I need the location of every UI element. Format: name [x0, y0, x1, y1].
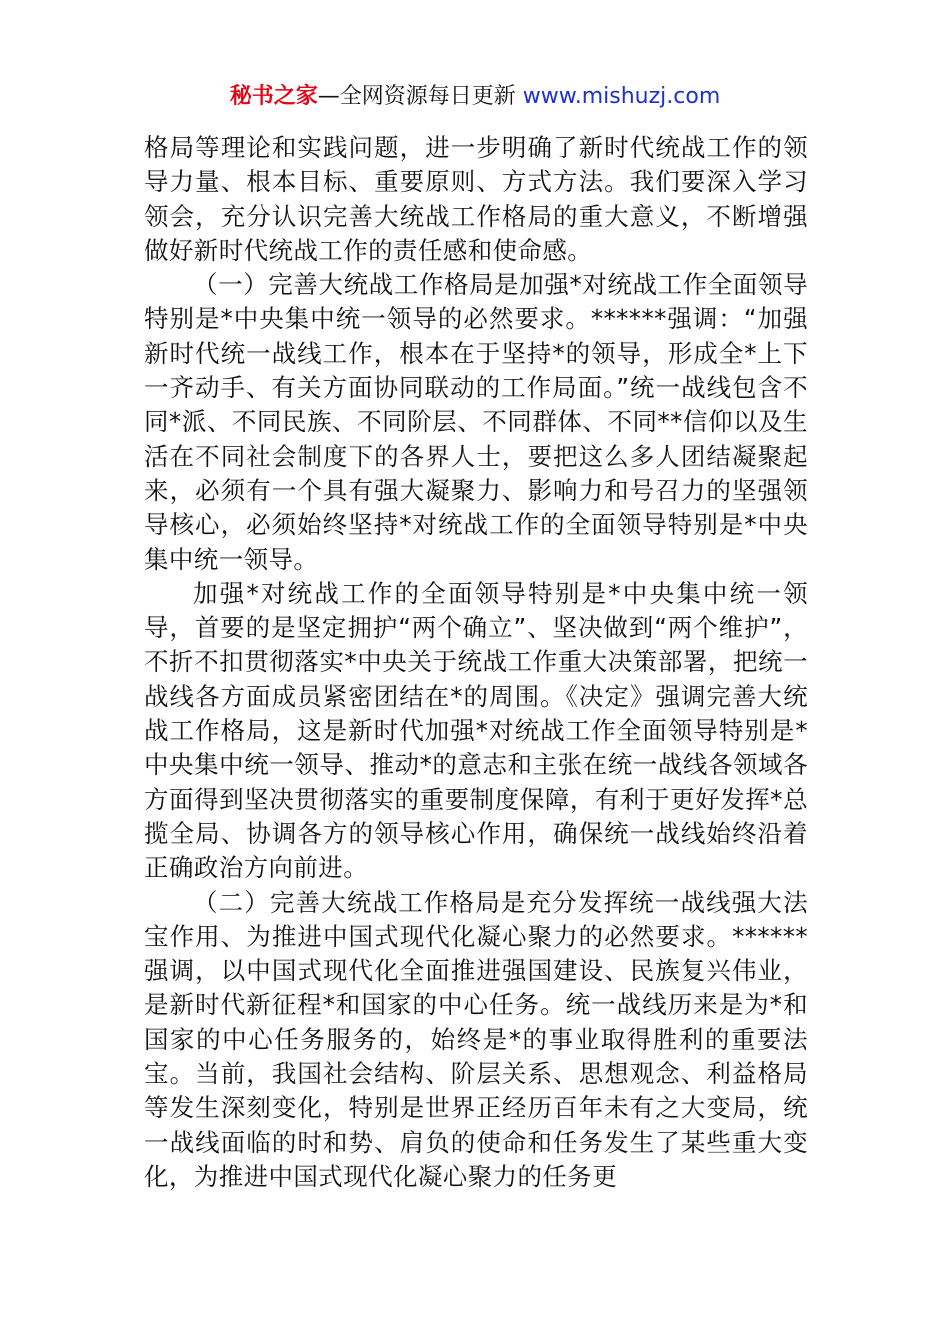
document-body — [144, 131, 808, 1194]
paragraph-section-1-detail: 加强*对统战工作的全面领导特别是*中央集中统一领导，首要的是坚定拥护“两个确立”、坚决做到“两个维护”，不折不扣贯彻落实*中央关于统战工作重大决策部署，把统一战线各方面成员紧密团结在*的周围。《决定》强调完善大统战工作格局，这是新时代加强*对统战工作全面领导特别是*中央集中统一领导、推动*的意志和主张在统一战线各领域各方面得到坚决贯彻落实的重要制度保障，有利于更好发挥*总揽全局、协调各方的领导核心作用，确保统一战线始终沿着正确政治方向前进。 — [144, 578, 808, 883]
site-brand: 秘书之家 — [229, 84, 318, 109]
site-header — [0, 80, 950, 114]
site-tagline: —全网资源每日更新 — [317, 84, 516, 109]
paragraph-section-2: （二）完善大统战工作格局是充分发挥统一战线强大法宝作用、为推进中国式现代化凝心聚力的必然要求。******强调，以中国式现代化全面推进强国建设、民族复兴伟业，是新时代新征程*和国家的中心任务。统一战线历来是为*和国家的中心任务服务的，始终是*的事业取得胜利的重要法宝。当前，我国社会结构、阶层关系、思想观念、利益格局等发生深刻变化，特别是世界正经历百年未有之大变局，统一战线面临的时和势、肩负的使命和任务发生了某些重大变化，为推进中国式现代化凝心聚力的任务更 — [144, 887, 808, 1191]
paragraph-section-1: （一）完善大统战工作格局是加强*对统战工作全面领导特别是*中央集中统一领导的必然要求。******强调：“加强新时代统一战线工作，根本在于坚持*的领导，形成全*上下一齐动手、有关方面协同联动的工作局面。”统一战线包含不同*派、不同民族、不同阶层、不同群体、不同**信仰以及生活在不同社会制度下的各界人士，要把这么多人团结凝聚起来，必须有一个具有强大凝聚力、影响力和号召力的坚强领导核心，必须始终坚持*对统战工作的全面领导特别是*中央集中统一领导。 — [144, 270, 808, 574]
site-url-link[interactable]: www.mishuzj.com — [522, 84, 721, 109]
paragraph-continuation: 格局等理论和实践问题，进一步明确了新时代统战工作的领导力量、根本目标、重要原则、方式方法。我们要深入学习领会，充分认识完善大统战工作格局的重大意义，不断增强做好新时代统战工作的责任感和使命感。 — [144, 133, 808, 265]
